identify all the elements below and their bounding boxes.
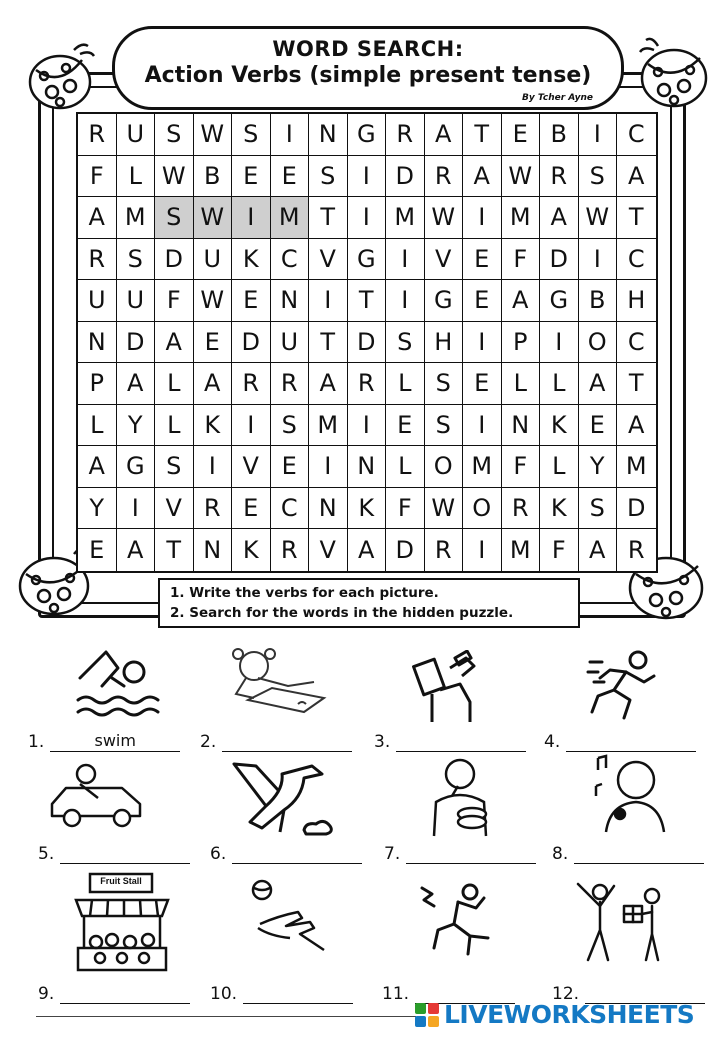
grid-cell[interactable]: V <box>309 239 348 281</box>
answer-row-9 <box>38 980 190 1004</box>
answer-row-6 <box>210 840 362 864</box>
flying-bird-icon <box>226 750 336 840</box>
grid-cell[interactable]: R <box>627 535 645 564</box>
item-number: 3. <box>374 732 391 752</box>
grid-cell[interactable]: N <box>309 114 348 156</box>
grid-cell[interactable]: E <box>502 114 541 156</box>
grid-cell[interactable]: I <box>232 405 271 447</box>
grid-cell[interactable]: L <box>502 363 541 405</box>
grid-cell[interactable]: H <box>425 322 464 364</box>
answer-row-8 <box>552 840 704 864</box>
grid-cell[interactable]: A <box>155 322 194 364</box>
grid-cell[interactable]: D <box>155 239 194 281</box>
answer-row-4 <box>544 728 696 752</box>
ladybug-icon <box>628 34 714 114</box>
grid-cell[interactable]: D <box>386 156 425 198</box>
grid-cell[interactable]: I <box>386 280 425 322</box>
grid-cell[interactable]: S <box>155 446 194 488</box>
item-number: 5. <box>38 844 55 864</box>
grid-cell[interactable]: G <box>425 280 464 322</box>
answer-field[interactable]: swim <box>50 731 180 752</box>
grid-cell[interactable]: E <box>78 529 117 571</box>
grid-cell[interactable]: I <box>540 322 579 364</box>
grid-cell[interactable]: S <box>425 405 464 447</box>
grid-cell[interactable]: S <box>579 156 618 198</box>
grid-cell[interactable]: N <box>271 280 310 322</box>
grid-cell[interactable]: I <box>463 529 502 571</box>
grid-cell[interactable]: D <box>348 322 387 364</box>
grid-cell[interactable]: U <box>117 114 156 156</box>
ladybug-icon <box>22 40 102 115</box>
grid-cell[interactable]: R <box>425 156 464 198</box>
grid-cell[interactable]: P <box>78 363 117 405</box>
grid-cell[interactable]: A <box>579 529 618 571</box>
grid-cell[interactable]: T <box>309 322 348 364</box>
answer-field[interactable] <box>232 843 362 864</box>
answer-row-1 <box>28 728 180 752</box>
grid-cell[interactable]: E <box>463 239 502 281</box>
grid-cell[interactable]: L <box>155 405 194 447</box>
footer-divider <box>36 1016 416 1017</box>
instruction-2: 2. Search for the words in the hidden puzzle. <box>170 605 514 621</box>
grid-cell[interactable]: R <box>348 363 387 405</box>
grid-cell[interactable]: S <box>579 488 618 530</box>
item-number: 11. <box>382 984 410 1004</box>
answer-field[interactable] <box>574 843 704 864</box>
grid-cell[interactable]: A <box>579 363 618 405</box>
grid-cell[interactable]: F <box>386 488 425 530</box>
grid-cell[interactable]: U <box>78 280 117 322</box>
grid-cell[interactable]: M <box>617 446 656 488</box>
answer-field[interactable] <box>566 731 696 752</box>
grid-cell[interactable]: I <box>232 197 271 239</box>
grid-cell[interactable]: M <box>386 197 425 239</box>
grid-cell[interactable]: D <box>117 322 156 364</box>
instructions-box <box>158 578 580 628</box>
grid-cell[interactable]: W <box>425 197 464 239</box>
fruit-stall-drawing <box>70 872 174 976</box>
answer-field[interactable] <box>60 983 190 1004</box>
worksheet-title: WORD SEARCH: <box>272 37 464 61</box>
grid-cell[interactable]: I <box>579 239 618 281</box>
grid-cell[interactable]: E <box>232 156 271 198</box>
man-eating-icon <box>424 752 500 838</box>
grid-cell[interactable]: M <box>309 405 348 447</box>
grid-cell[interactable]: C <box>617 239 656 281</box>
grid-cell[interactable]: D <box>232 322 271 364</box>
grid-cell[interactable]: R <box>502 488 541 530</box>
grid-cell[interactable]: W <box>502 156 541 198</box>
grid-cell[interactable]: I <box>194 446 233 488</box>
grid-cell[interactable]: S <box>425 363 464 405</box>
grid-cell[interactable]: W <box>579 197 618 239</box>
grid-cell[interactable]: N <box>309 488 348 530</box>
grid-cell[interactable]: P <box>502 322 541 364</box>
grid-cell[interactable]: C <box>617 322 656 364</box>
grid-cell[interactable]: O <box>579 322 618 364</box>
grid-cell[interactable]: B <box>579 280 618 322</box>
grid-cell[interactable]: A <box>78 197 117 239</box>
grid-cell[interactable]: I <box>463 405 502 447</box>
grid-cell[interactable]: L <box>117 156 156 198</box>
grid-cell[interactable]: Y <box>117 405 156 447</box>
catching-ball-icon <box>240 876 330 960</box>
grid-cell[interactable]: I <box>348 156 387 198</box>
grid-cell[interactable]: R <box>78 114 117 156</box>
grid-cell[interactable]: A <box>194 363 233 405</box>
grid-cell[interactable]: L <box>540 363 579 405</box>
grid-cell[interactable]: R <box>386 114 425 156</box>
grid-cell[interactable]: M <box>271 197 310 239</box>
grid-cell[interactable]: U <box>117 280 156 322</box>
grid-cell[interactable]: A <box>502 280 541 322</box>
grid-cell[interactable]: S <box>155 114 194 156</box>
grid-cell[interactable]: S <box>271 405 310 447</box>
grid-cell[interactable]: A <box>617 156 656 198</box>
grid-cell[interactable]: C <box>271 488 310 530</box>
grid-cell[interactable]: A <box>617 405 656 447</box>
liveworksheets-logo-icon <box>414 1002 440 1028</box>
grid-cell[interactable]: F <box>155 280 194 322</box>
grid-cell[interactable]: K <box>194 405 233 447</box>
grid-cell[interactable]: F <box>78 156 117 198</box>
grid-cell[interactable]: M <box>502 197 541 239</box>
grid-cell[interactable]: I <box>348 197 387 239</box>
grid-cell[interactable]: W <box>194 280 233 322</box>
grid-cell[interactable]: E <box>463 280 502 322</box>
grid-cell[interactable]: N <box>348 446 387 488</box>
grid-cell[interactable]: K <box>348 488 387 530</box>
grid-cell[interactable]: N <box>502 405 541 447</box>
grid-cell[interactable]: S <box>117 239 156 281</box>
answer-row-10 <box>210 980 353 1004</box>
grid-cell[interactable]: F <box>540 529 579 571</box>
singing-icon <box>590 750 670 834</box>
grid-cell[interactable]: D <box>386 529 425 571</box>
item-number: 6. <box>210 844 227 864</box>
grid-cell[interactable]: E <box>271 156 310 198</box>
grid-cell[interactable]: K <box>540 405 579 447</box>
grid-cell[interactable]: N <box>78 322 117 364</box>
grid-cell[interactable]: I <box>309 446 348 488</box>
grid-cell[interactable]: R <box>232 363 271 405</box>
item-number: 2. <box>200 732 217 752</box>
grid-cell[interactable]: E <box>232 488 271 530</box>
grid-cell[interactable]: I <box>309 280 348 322</box>
swimmer-icon <box>72 642 162 724</box>
grid-cell[interactable]: D <box>617 488 656 530</box>
grid-cell[interactable]: A <box>78 446 117 488</box>
grid-cell[interactable]: T <box>348 280 387 322</box>
grid-cell[interactable]: I <box>579 114 618 156</box>
grid-cell[interactable]: O <box>463 488 502 530</box>
grid-cell[interactable]: E <box>463 363 502 405</box>
grid-cell[interactable]: K <box>540 488 579 530</box>
grid-cell[interactable]: S <box>232 114 271 156</box>
grid-cell[interactable]: Y <box>579 446 618 488</box>
grid-cell[interactable]: C <box>271 239 310 281</box>
grid-cell[interactable]: B <box>540 114 579 156</box>
grid-cell[interactable]: I <box>463 197 502 239</box>
answer-field[interactable] <box>60 843 190 864</box>
item-number: 1. <box>28 732 45 752</box>
answer-field[interactable] <box>406 843 536 864</box>
grid-cell[interactable]: R <box>78 239 117 281</box>
grid-cell[interactable]: F <box>502 446 541 488</box>
grid-cell[interactable]: E <box>386 405 425 447</box>
grid-cell[interactable]: U <box>271 322 310 364</box>
grid-cell[interactable]: A <box>463 156 502 198</box>
grid-cell[interactable]: L <box>386 446 425 488</box>
grid-cell[interactable]: R <box>425 529 464 571</box>
grid-cell[interactable]: R <box>271 529 310 571</box>
grid-cell[interactable]: I <box>463 322 502 364</box>
item-number: 9. <box>38 984 55 1004</box>
instruction-1: 1. Write the verbs for each picture. <box>170 585 439 601</box>
grid-cell[interactable]: U <box>194 239 233 281</box>
grid-cell[interactable]: G <box>540 280 579 322</box>
grid-cell[interactable]: C <box>617 114 656 156</box>
grid-cell[interactable]: W <box>425 488 464 530</box>
grid-cell[interactable]: I <box>386 239 425 281</box>
grid-cell[interactable]: E <box>579 405 618 447</box>
grid-cell[interactable]: L <box>540 446 579 488</box>
grid-cell[interactable]: Y <box>78 488 117 530</box>
grid-cell[interactable]: D <box>540 239 579 281</box>
grid-cell[interactable]: G <box>348 114 387 156</box>
girl-drawing-icon <box>218 642 330 724</box>
author-byline: By Tcher Ayne <box>522 93 593 103</box>
item-number: 8. <box>552 844 569 864</box>
grid-cell[interactable]: S <box>155 197 194 239</box>
grid-cell[interactable]: O <box>425 446 464 488</box>
boy-driving-car-icon <box>46 758 146 832</box>
fruit-stall-icon <box>70 872 174 976</box>
grid-cell[interactable]: M <box>502 529 541 571</box>
grid-cell[interactable]: K <box>232 239 271 281</box>
grid-cell[interactable]: H <box>617 280 656 322</box>
grid-cell[interactable]: V <box>309 529 348 571</box>
item-number: 4. <box>544 732 561 752</box>
grid-cell[interactable]: I <box>117 488 156 530</box>
grid-cell[interactable]: T <box>463 114 502 156</box>
answer-field[interactable] <box>243 983 353 1004</box>
running-icon <box>584 642 668 726</box>
answer-row-5 <box>38 840 190 864</box>
liveworksheets-logo[interactable] <box>414 1000 694 1029</box>
grid-cell[interactable]: I <box>348 405 387 447</box>
answer-row-3 <box>374 728 526 752</box>
item-number: 10. <box>210 984 238 1004</box>
grid-cell[interactable]: L <box>155 363 194 405</box>
grid-cell[interactable]: R <box>194 488 233 530</box>
falling-person-icon <box>414 874 500 960</box>
grid-cell[interactable]: L <box>78 405 117 447</box>
answer-row-2 <box>200 728 352 752</box>
grid-cell[interactable]: A <box>540 197 579 239</box>
grid-cell[interactable]: E <box>232 280 271 322</box>
grid-cell[interactable]: L <box>386 363 425 405</box>
grid-cell[interactable]: M <box>117 197 156 239</box>
grid-cell[interactable]: K <box>232 529 271 571</box>
word-search-grid <box>76 112 658 573</box>
grid-cell[interactable]: W <box>194 197 233 239</box>
item-number: 7. <box>384 844 401 864</box>
title-box <box>112 26 624 110</box>
grid-cell[interactable]: T <box>309 197 348 239</box>
item-number: 12. <box>552 984 580 1004</box>
grid-cell[interactable]: M <box>463 446 502 488</box>
drinking-icon <box>410 650 486 726</box>
grid-cell[interactable]: A <box>309 363 348 405</box>
grid-cell[interactable]: A <box>117 529 156 571</box>
answer-row-7 <box>384 840 536 864</box>
grid-cell[interactable]: V <box>232 446 271 488</box>
answer-field[interactable] <box>396 731 526 752</box>
grid-cell[interactable]: E <box>271 446 310 488</box>
grid-cell[interactable]: S <box>386 322 425 364</box>
grid-cell[interactable]: I <box>271 114 310 156</box>
grid-cell[interactable]: A <box>348 529 387 571</box>
grid-cell[interactable]: S <box>309 156 348 198</box>
grid-cell[interactable]: T <box>617 197 656 239</box>
grid-cell[interactable]: R <box>271 363 310 405</box>
grid-cell[interactable]: V <box>155 488 194 530</box>
grid-cell[interactable]: T <box>155 529 194 571</box>
logo-text: LIVEWORKSHEETS <box>444 1000 695 1029</box>
grid-cell[interactable]: F <box>502 239 541 281</box>
grid-cell[interactable]: E <box>194 322 233 364</box>
grid-cell[interactable]: A <box>425 114 464 156</box>
grid-cell[interactable]: B <box>194 156 233 198</box>
fruit-stall-sign: Fruit Stall <box>100 876 142 886</box>
grid-cell[interactable]: G <box>117 446 156 488</box>
giving-gift-icon <box>566 878 670 962</box>
grid-cell[interactable]: W <box>155 156 194 198</box>
grid-cell[interactable]: W <box>194 114 233 156</box>
grid-cell[interactable]: V <box>425 239 464 281</box>
grid-cell[interactable]: R <box>540 156 579 198</box>
worksheet-subtitle: Action Verbs (simple present tense) <box>144 63 592 88</box>
grid-cell[interactable]: T <box>617 363 656 405</box>
grid-cell[interactable]: G <box>348 239 387 281</box>
answer-field[interactable] <box>222 731 352 752</box>
grid-cell[interactable]: N <box>194 529 233 571</box>
grid-cell[interactable]: A <box>117 363 156 405</box>
